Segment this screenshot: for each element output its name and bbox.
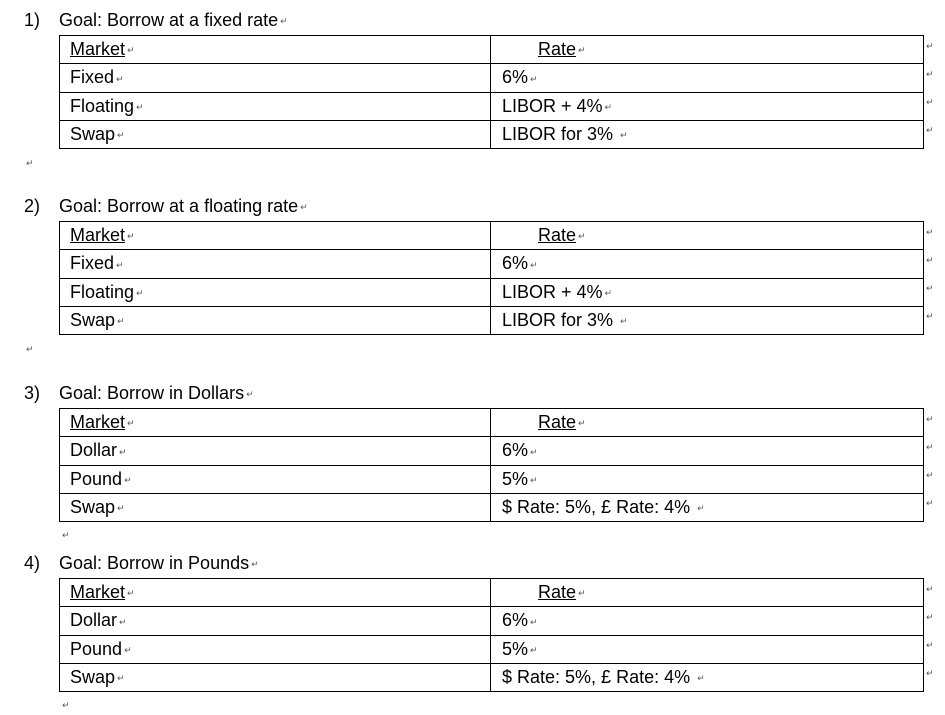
table-row — [60, 250, 924, 278]
table-row — [60, 278, 924, 306]
cell-mark-icon: ↵ — [578, 418, 586, 429]
row-mark-icon: ↵ — [926, 470, 934, 480]
rate-cell: 5% — [502, 468, 529, 489]
cell-mark-icon: ↵ — [530, 73, 538, 84]
paragraph-mark-icon: ↵ — [62, 700, 70, 710]
cell-mark-icon: ↵ — [127, 231, 135, 242]
row-mark-icon: ↵ — [926, 125, 934, 135]
rate-cell: LIBOR for 3% — [502, 309, 619, 330]
market-cell: Swap — [70, 123, 116, 144]
cell-mark-icon: ↵ — [136, 101, 144, 112]
row-mark-icon: ↵ — [926, 584, 934, 594]
table-header-row — [60, 222, 924, 250]
list-number: 2) — [24, 196, 41, 216]
row-mark-icon: ↵ — [926, 41, 934, 51]
row-mark-icon: ↵ — [926, 442, 934, 452]
table-row — [60, 64, 924, 92]
cell-mark-icon: ↵ — [530, 259, 538, 270]
rate-header: Rate — [538, 582, 577, 602]
rate-cell: LIBOR + 4% — [502, 95, 603, 116]
rate-table — [59, 35, 924, 149]
cell-mark-icon: ↵ — [604, 101, 613, 112]
row-mark-icon: ↵ — [926, 283, 934, 293]
cell-mark-icon: ↵ — [117, 316, 125, 326]
market-cell: Swap — [70, 666, 116, 687]
rate-cell: 5% — [502, 638, 529, 659]
paragraph-mark-icon: ↵ — [300, 202, 308, 213]
cell-mark-icon: ↵ — [530, 644, 538, 655]
list-number: 3) — [24, 383, 41, 403]
cell-mark-icon: ↵ — [119, 616, 127, 627]
row-mark-icon: ↵ — [926, 69, 934, 79]
goal-heading — [24, 551, 259, 575]
goal-text: Goal: Borrow at a fixed rate — [59, 10, 279, 30]
rate-table — [59, 221, 924, 335]
cell-mark-icon: ↵ — [117, 673, 125, 683]
row-mark-icon: ↵ — [926, 255, 934, 265]
rate-cell: $ Rate: 5%, £ Rate: 4% — [502, 496, 696, 517]
market-cell: Fixed — [70, 67, 115, 88]
cell-mark-icon: ↵ — [620, 130, 628, 140]
rate-cell: 6% — [502, 67, 529, 88]
table-row — [60, 120, 924, 148]
rate-cell: $ Rate: 5%, £ Rate: 4% — [502, 666, 696, 687]
paragraph-mark-icon: ↵ — [26, 344, 34, 354]
cell-mark-icon: ↵ — [578, 588, 586, 599]
rate-table — [59, 408, 924, 522]
rate-header: Rate — [538, 225, 577, 245]
cell-mark-icon: ↵ — [530, 474, 538, 485]
table-row — [60, 465, 924, 493]
cell-mark-icon: ↵ — [697, 503, 705, 513]
table-header-row — [60, 409, 924, 437]
row-mark-icon: ↵ — [926, 227, 934, 237]
rate-header: Rate — [538, 412, 577, 432]
rate-header: Rate — [538, 39, 577, 59]
paragraph-mark-icon: ↵ — [246, 389, 254, 400]
row-mark-icon: ↵ — [926, 97, 934, 107]
cell-mark-icon: ↵ — [697, 673, 705, 683]
market-cell: Fixed — [70, 253, 115, 274]
table-row — [60, 663, 924, 691]
paragraph-mark-icon: ↵ — [280, 16, 288, 27]
row-mark-icon: ↵ — [926, 311, 934, 321]
cell-mark-icon: ↵ — [116, 259, 124, 270]
row-mark-icon: ↵ — [926, 498, 934, 508]
cell-mark-icon: ↵ — [124, 644, 132, 655]
cell-mark-icon: ↵ — [127, 588, 135, 599]
market-cell: Swap — [70, 309, 116, 330]
paragraph-mark-icon: ↵ — [26, 158, 34, 168]
cell-mark-icon: ↵ — [127, 418, 135, 429]
cell-mark-icon: ↵ — [620, 316, 628, 326]
rate-cell: 6% — [502, 253, 529, 274]
market-cell: Floating — [70, 281, 135, 302]
table-row — [60, 437, 924, 465]
row-mark-icon: ↵ — [926, 668, 934, 678]
rate-cell: LIBOR for 3% — [502, 123, 619, 144]
cell-mark-icon: ↵ — [530, 616, 538, 627]
table-header-row — [60, 36, 924, 64]
rate-cell: LIBOR + 4% — [502, 281, 603, 302]
market-header: Market — [70, 582, 126, 602]
market-cell: Swap — [70, 496, 116, 517]
cell-mark-icon: ↵ — [119, 446, 127, 457]
market-cell: Floating — [70, 95, 135, 116]
cell-mark-icon: ↵ — [604, 287, 613, 298]
row-mark-icon: ↵ — [926, 612, 934, 622]
market-cell: Dollar — [70, 610, 118, 631]
rate-cell: 6% — [502, 440, 529, 461]
goal-heading — [24, 381, 254, 405]
market-cell: Pound — [70, 468, 123, 489]
market-header: Market — [70, 225, 126, 245]
market-cell: Dollar — [70, 440, 118, 461]
market-header: Market — [70, 39, 126, 59]
cell-mark-icon: ↵ — [136, 287, 144, 298]
cell-mark-icon: ↵ — [578, 45, 586, 56]
table-row — [60, 635, 924, 663]
cell-mark-icon: ↵ — [124, 474, 132, 485]
table-row — [60, 92, 924, 120]
market-header: Market — [70, 412, 126, 432]
goal-text: Goal: Borrow in Dollars — [59, 383, 245, 403]
cell-mark-icon: ↵ — [116, 73, 124, 84]
cell-mark-icon: ↵ — [127, 45, 135, 56]
goal-heading — [24, 194, 308, 218]
cell-mark-icon: ↵ — [117, 503, 125, 513]
goal-text: Goal: Borrow at a floating rate — [59, 196, 299, 216]
row-mark-icon: ↵ — [926, 640, 934, 650]
goal-heading — [24, 8, 288, 32]
table-row — [60, 493, 924, 521]
list-number: 4) — [24, 553, 41, 573]
goal-text: Goal: Borrow in Pounds — [59, 553, 250, 573]
rate-cell: 6% — [502, 610, 529, 631]
rate-table — [59, 578, 924, 692]
table-row — [60, 607, 924, 635]
cell-mark-icon: ↵ — [530, 446, 538, 457]
row-mark-icon: ↵ — [926, 414, 934, 424]
paragraph-mark-icon: ↵ — [62, 530, 70, 540]
table-row — [60, 306, 924, 334]
table-header-row — [60, 579, 924, 607]
cell-mark-icon: ↵ — [578, 231, 586, 242]
market-cell: Pound — [70, 638, 123, 659]
paragraph-mark-icon: ↵ — [251, 559, 259, 570]
cell-mark-icon: ↵ — [117, 130, 125, 140]
list-number: 1) — [24, 10, 41, 30]
